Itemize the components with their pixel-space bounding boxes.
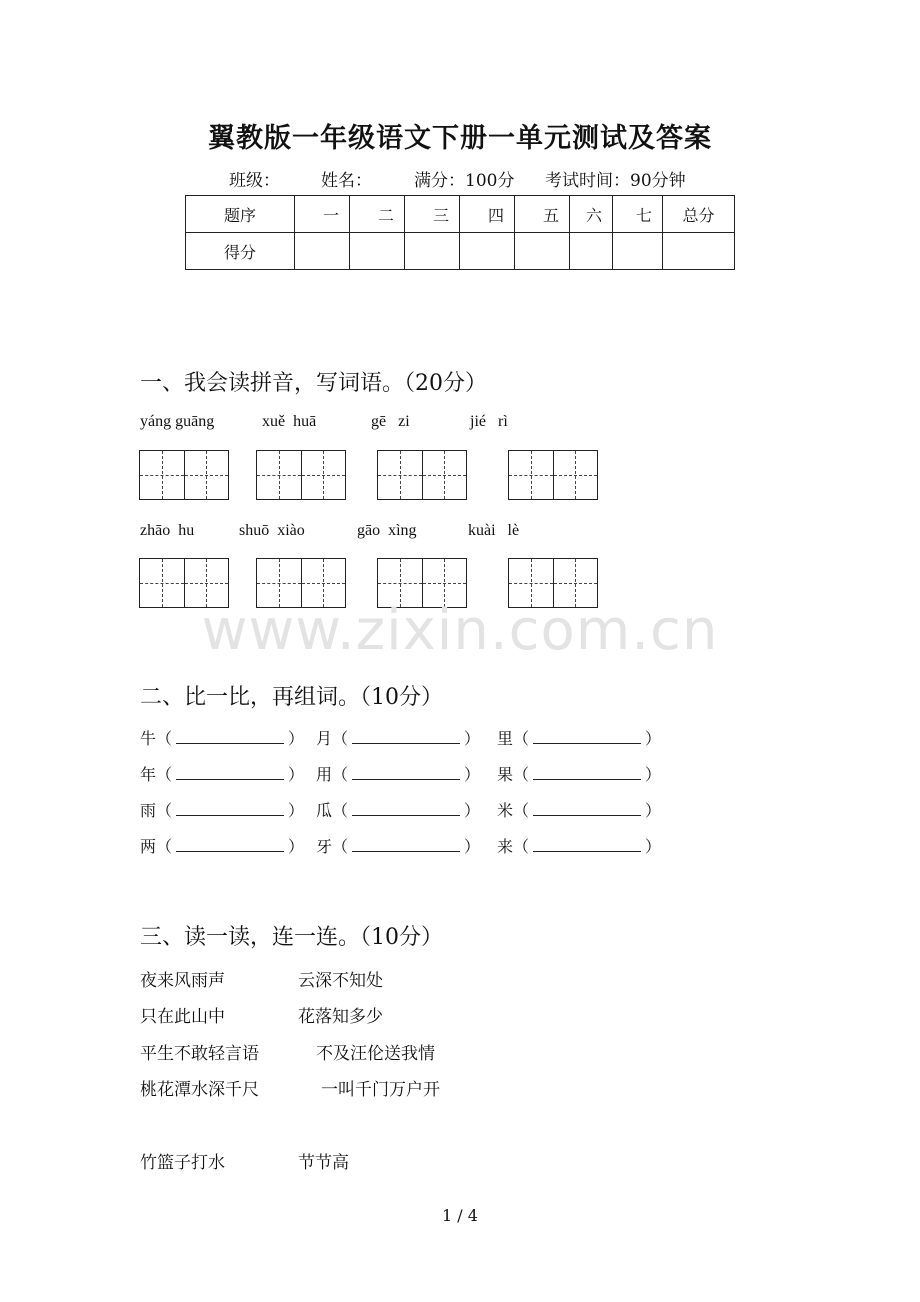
answer-blank[interactable] xyxy=(176,765,284,780)
compare-row: 年 （ ） xyxy=(140,762,304,785)
compare-char: 雨 xyxy=(140,801,157,820)
compare-char: 米 xyxy=(497,801,514,820)
pinyin-label: shuō xiào xyxy=(239,522,305,539)
answer-blank[interactable] xyxy=(176,801,284,816)
compare-row: 果 （ ） xyxy=(497,762,661,785)
answer-blank[interactable] xyxy=(176,837,284,852)
match-left[interactable]: 竹篮子打水 xyxy=(140,1153,225,1173)
score-table-header: 题序 xyxy=(186,196,295,233)
score-cell[interactable] xyxy=(663,233,735,270)
compare-char: 牙 xyxy=(316,837,333,856)
page-title: 翼教版一年级语文下册一单元测试及答案 xyxy=(208,123,712,154)
compare-row: 月 （ ） xyxy=(316,726,480,749)
score-table-header: 六 xyxy=(570,196,613,233)
answer-blank[interactable] xyxy=(176,729,284,744)
compare-char: 里 xyxy=(497,729,514,748)
match-left[interactable]: 只在此山中 xyxy=(140,1007,225,1027)
compare-char: 果 xyxy=(497,765,514,784)
answer-blank[interactable] xyxy=(533,765,641,780)
pinyin-label: kuài lè xyxy=(468,522,520,539)
compare-char: 用 xyxy=(316,765,333,784)
score-table-header: 总分 xyxy=(663,196,735,233)
answer-blank[interactable] xyxy=(352,801,460,816)
compare-char: 年 xyxy=(140,765,157,784)
answer-blank[interactable] xyxy=(533,729,641,744)
name-label: 姓名： xyxy=(321,171,372,191)
score-table-header: 四 xyxy=(460,196,515,233)
compare-row: 牙 （ ） xyxy=(316,834,480,857)
score-table xyxy=(185,195,735,270)
answer-blank[interactable] xyxy=(533,801,641,816)
match-right[interactable]: 节节高 xyxy=(298,1153,349,1173)
compare-char: 来 xyxy=(497,837,514,856)
compare-row: 来 （ ） xyxy=(497,834,661,857)
compare-row: 用 （ ） xyxy=(316,762,480,785)
match-left[interactable]: 夜来风雨声 xyxy=(140,971,225,991)
compare-char: 牛 xyxy=(140,729,157,748)
section1-heading: 一、我会读拼音，写词语。（20分） xyxy=(140,371,487,396)
compare-char: 瓜 xyxy=(316,801,333,820)
section2-heading: 二、比一比，再组词。（10分） xyxy=(140,685,443,710)
score-cell[interactable] xyxy=(515,233,570,270)
match-right[interactable]: 花落知多少 xyxy=(298,1007,383,1027)
writing-grid[interactable] xyxy=(508,450,598,500)
match-left[interactable]: 桃花潭水深千尺 xyxy=(140,1080,259,1100)
score-cell[interactable] xyxy=(350,233,405,270)
answer-blank[interactable] xyxy=(533,837,641,852)
score-row-label: 得分 xyxy=(186,233,295,270)
writing-grid[interactable] xyxy=(256,450,346,500)
answer-blank[interactable] xyxy=(352,837,460,852)
page-number: 1 / 4 xyxy=(442,1206,478,1225)
pinyin-label: zhāo hu xyxy=(140,522,195,539)
compare-char: 月 xyxy=(316,729,333,748)
match-right[interactable]: 不及汪伦送我情 xyxy=(316,1044,435,1064)
score-table-header: 五 xyxy=(515,196,570,233)
compare-row: 里 （ ） xyxy=(497,726,661,749)
full-score-label: 满分：100分 xyxy=(414,171,515,191)
compare-char: 两 xyxy=(140,837,157,856)
exam-time-label: 考试时间：90分钟 xyxy=(545,171,686,191)
answer-blank[interactable] xyxy=(352,729,460,744)
answer-blank[interactable] xyxy=(352,765,460,780)
score-table-header-row xyxy=(186,196,735,233)
writing-grid[interactable] xyxy=(139,450,229,500)
section3-heading: 三、读一读，连一连。（10分） xyxy=(140,925,443,950)
score-cell[interactable] xyxy=(613,233,663,270)
watermark: www.zixin.com.cn xyxy=(201,598,719,663)
score-table-header: 二 xyxy=(350,196,405,233)
compare-row: 米 （ ） xyxy=(497,798,661,821)
match-right[interactable]: 云深不知处 xyxy=(298,971,383,991)
score-cell[interactable] xyxy=(570,233,613,270)
score-table-score-row xyxy=(186,233,735,270)
score-table-header: 三 xyxy=(405,196,460,233)
compare-row: 牛 （ ） xyxy=(140,726,304,749)
match-right[interactable]: 一叫千门万户开 xyxy=(321,1080,440,1100)
score-table-header: 一 xyxy=(295,196,350,233)
class-label: 班级： xyxy=(229,171,280,191)
pinyin-label: xuě huā xyxy=(262,413,317,430)
compare-row: 两 （ ） xyxy=(140,834,304,857)
score-cell[interactable] xyxy=(405,233,460,270)
pinyin-label: gē zi xyxy=(371,413,410,430)
compare-row: 雨 （ ） xyxy=(140,798,304,821)
match-left[interactable]: 平生不敢轻言语 xyxy=(140,1044,259,1064)
score-cell[interactable] xyxy=(460,233,515,270)
score-cell[interactable] xyxy=(295,233,350,270)
writing-grid[interactable] xyxy=(377,450,467,500)
compare-row: 瓜 （ ） xyxy=(316,798,480,821)
pinyin-label: yáng guāng xyxy=(140,413,215,430)
pinyin-label: gāo xìng xyxy=(357,522,417,539)
pinyin-label: jié rì xyxy=(470,413,508,430)
score-table-header: 七 xyxy=(613,196,663,233)
